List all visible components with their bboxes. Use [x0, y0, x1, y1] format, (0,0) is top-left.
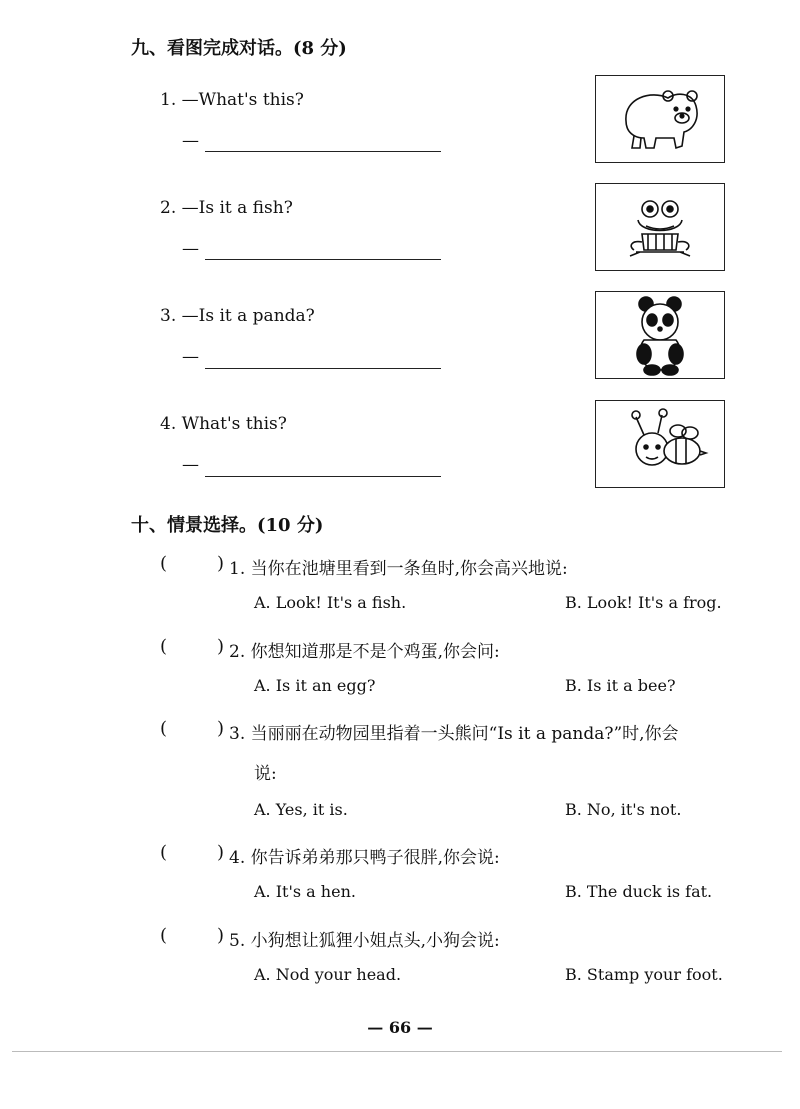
section10-title: 十、情景选择。(10 分): [131, 515, 324, 536]
question-stem-3: 3. 当丽丽在动物园里指着一头熊问“Is it a panda?”时,你会: [229, 724, 679, 744]
answer-paren-open-4[interactable]: (: [160, 842, 168, 863]
option-a-1: A. Look! It's a fish.: [254, 593, 407, 612]
answer-line-2[interactable]: [205, 259, 441, 260]
answer-paren-close-1: ): [217, 553, 225, 574]
bee-icon: [596, 401, 724, 487]
question-stem-4: 4. 你告诉弟弟那只鸭子很胖,你会说:: [229, 848, 500, 868]
answer-paren-open-3[interactable]: (: [160, 718, 168, 739]
answer-line-3[interactable]: [205, 368, 441, 369]
option-a-2: A. Is it an egg?: [254, 676, 376, 695]
question-stem-1: 1. 当你在池塘里看到一条鱼时,你会高兴地说:: [229, 559, 568, 579]
section9-title: 九、看图完成对话。(8 分): [131, 38, 347, 59]
option-b-4: B. The duck is fat.: [565, 882, 713, 901]
section9-question-3: 3. —Is it a panda?: [160, 306, 315, 326]
option-a-3: A. Yes, it is.: [254, 800, 348, 819]
section9-question-4: 4. What's this?: [160, 414, 287, 434]
section9-question-2: 2. —Is it a fish?: [160, 198, 293, 218]
page-number: — 66 —: [367, 1018, 433, 1037]
option-b-2: B. Is it a bee?: [565, 676, 676, 695]
answer-paren-close-3: ): [217, 718, 225, 739]
answer-paren-close-4: ): [217, 842, 225, 863]
question-stem-5: 5. 小狗想让狐狸小姐点头,小狗会说:: [229, 931, 500, 951]
option-a-5: A. Nod your head.: [254, 965, 402, 984]
option-b-1: B. Look! It's a frog.: [565, 593, 722, 612]
option-a-4: A. It's a hen.: [254, 882, 356, 901]
answer-dash-3: —: [182, 347, 199, 367]
answer-paren-close-2: ): [217, 636, 225, 657]
answer-paren-open-1[interactable]: (: [160, 553, 168, 574]
question-stem-2: 2. 你想知道那是不是个鸡蛋,你会问:: [229, 642, 500, 662]
answer-paren-open-5[interactable]: (: [160, 925, 168, 946]
panda-icon: [596, 292, 724, 378]
bear-icon: [596, 76, 724, 162]
option-b-5: B. Stamp your foot.: [565, 965, 723, 984]
footer-divider: [12, 1051, 782, 1052]
bee-picture: [595, 400, 725, 488]
answer-dash-1: —: [182, 131, 199, 151]
answer-paren-open-2[interactable]: (: [160, 636, 168, 657]
answer-paren-close-5: ): [217, 925, 225, 946]
frog-picture: [595, 183, 725, 271]
panda-picture: [595, 291, 725, 379]
answer-line-1[interactable]: [205, 151, 441, 152]
question-stem-3-continued: 说:: [254, 764, 277, 784]
frog-icon: [596, 184, 724, 270]
section9-question-1: 1. —What's this?: [160, 90, 304, 110]
option-b-3: B. No, it's not.: [565, 800, 682, 819]
answer-dash-4: —: [182, 455, 199, 475]
answer-dash-2: —: [182, 239, 199, 259]
answer-line-4[interactable]: [205, 476, 441, 477]
bear-picture: [595, 75, 725, 163]
